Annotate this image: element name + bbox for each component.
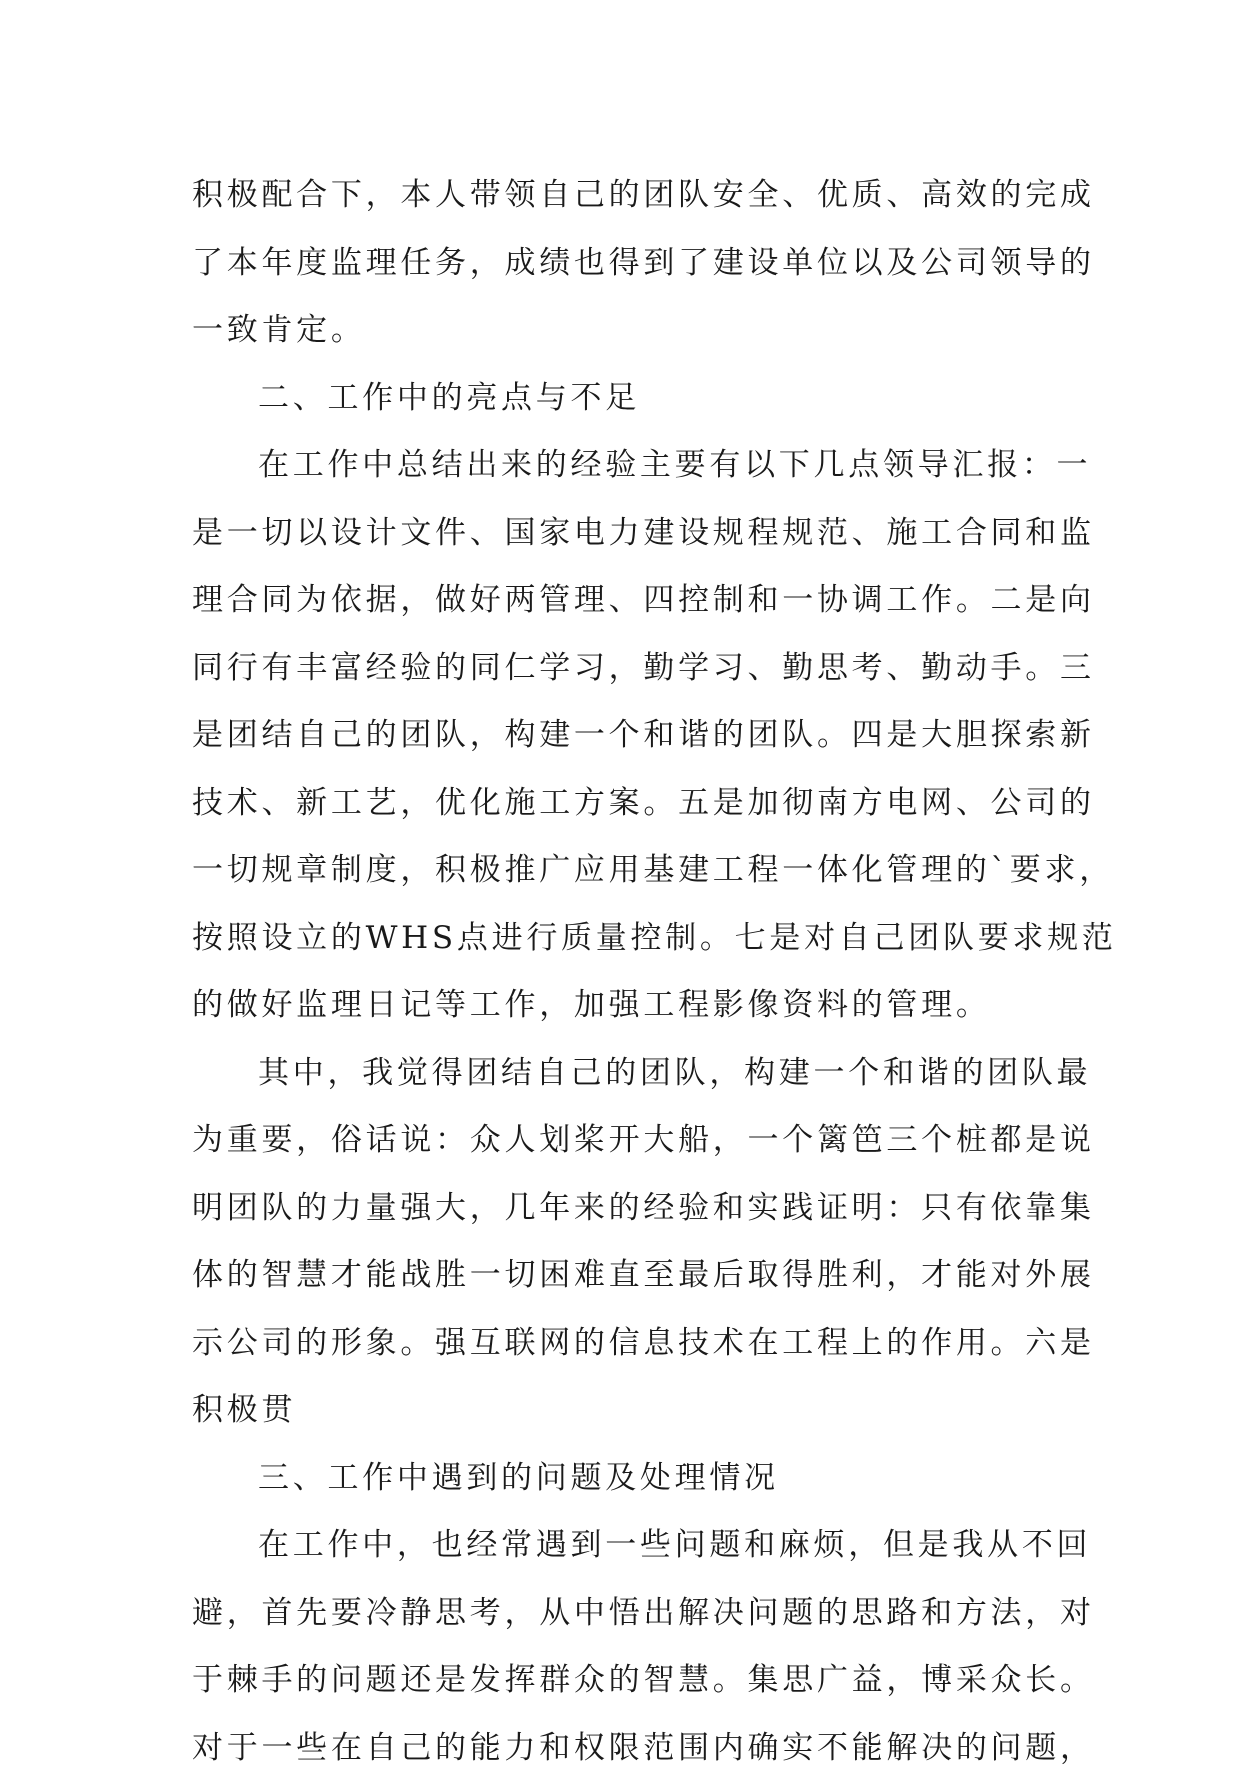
text-line: 其中，我觉得团结自己的团队，构建一个和谐的团队最 [192,1040,1052,1108]
text-line: 在工作中总结出来的经验主要有以下几点领导汇报：一 [192,432,1052,500]
text-line: 一切规章制度，积极推广应用基建工程一体化管理的`要求， [192,837,1052,905]
text-line: 为重要，俗话说：众人划桨开大船，一个篱笆三个桩都是说 [192,1107,1052,1175]
text-line: 积极配合下，本人带领自己的团队安全、优质、高效的完成 [192,162,1052,230]
body-text [192,162,1052,1782]
text-line: 在工作中，也经常遇到一些问题和麻烦，但是我从不回 [192,1512,1052,1580]
text-line: 明团队的力量强大，几年来的经验和实践证明：只有依靠集 [192,1175,1052,1243]
text-line: 示公司的形象。强互联网的信息技术在工程上的作用。六是 [192,1310,1052,1378]
text-line: 体的智慧才能战胜一切困难直至最后取得胜利，才能对外展 [192,1242,1052,1310]
section-heading: 二、工作中的亮点与不足 [192,365,1052,433]
text-line: 于棘手的问题还是发挥群众的智慧。集思广益，博采众长。 [192,1647,1052,1715]
text-line: 按照设立的WHS点进行质量控制。七是对自己团队要求规范 [192,905,1052,973]
text-line: 技术、新工艺，优化施工方案。五是加彻南方电网、公司的 [192,770,1052,838]
text-line: 是一切以设计文件、国家电力建设规程规范、施工合同和监 [192,500,1052,568]
text-line: 了本年度监理任务，成绩也得到了建设单位以及公司领导的 [192,230,1052,298]
text-line: 一致肯定。 [192,297,1052,365]
text-line: 积极贯 [192,1377,1052,1445]
text-line: 是团结自己的团队，构建一个和谐的团队。四是大胆探索新 [192,702,1052,770]
text-line: 的做好监理日记等工作，加强工程影像资料的管理。 [192,972,1052,1040]
text-line: 同行有丰富经验的同仁学习，勤学习、勤思考、勤动手。三 [192,635,1052,703]
text-line: 避，首先要冷静思考，从中悟出解决问题的思路和方法，对 [192,1580,1052,1648]
section-heading: 三、工作中遇到的问题及处理情况 [192,1445,1052,1513]
text-line: 对于一些在自己的能力和权限范围内确实不能解决的问题， [192,1715,1052,1782]
text-line: 理合同为依据，做好两管理、四控制和一协调工作。二是向 [192,567,1052,635]
